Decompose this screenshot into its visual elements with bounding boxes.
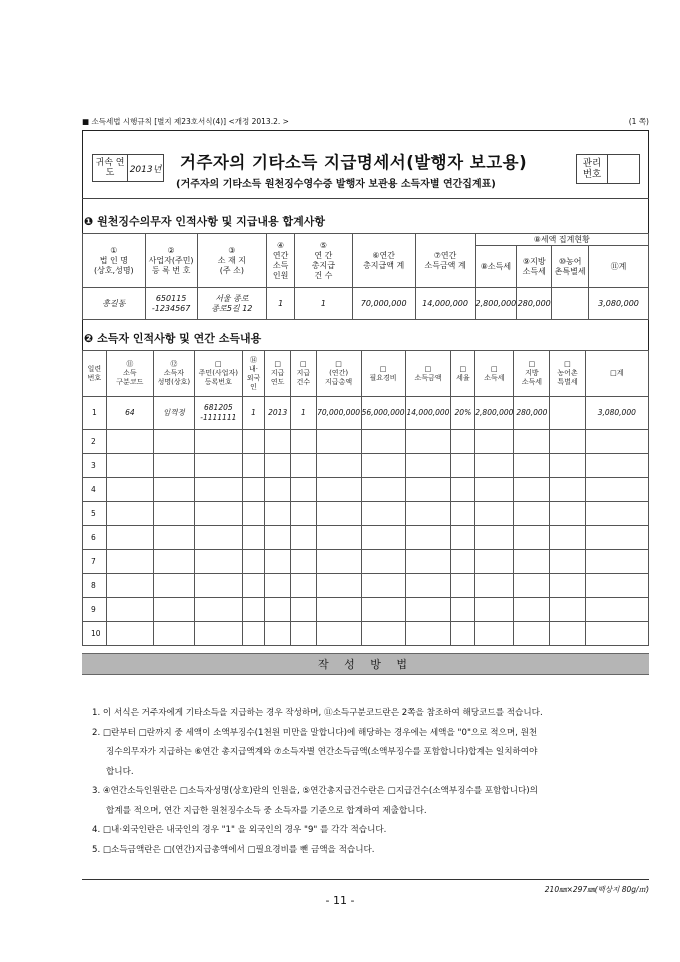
header-income-count: ④ 연간 소득 인원: [267, 234, 295, 288]
table-cell: [316, 622, 361, 646]
table-cell: [291, 526, 317, 550]
table-cell: [514, 598, 550, 622]
table-cell: 681205 -1111111: [194, 397, 242, 430]
table-cell: [316, 502, 361, 526]
paper-spec: 210㎜×297㎜(백상지 80g/㎡): [544, 885, 649, 894]
instruction-item: 3. ④연간소득인원란은 □소득자성명(상호)란의 인원을, ⑤연간총지급건수란은 □지급건수(소액부징수를 포함합니다)의: [92, 786, 538, 796]
section2-title: ❷ 소득자 인적사항 및 연간 소득내용: [84, 332, 262, 345]
table-cell: [550, 478, 585, 502]
table-cell: [316, 478, 361, 502]
table-cell: [194, 550, 242, 574]
summary-cell: 서울 종로 종로5길 12: [197, 288, 267, 320]
page-side: (1 쪽): [628, 117, 649, 126]
table-cell: [242, 598, 265, 622]
header-local-tax: ⑨지방 소득세: [517, 246, 552, 288]
table-cell: [585, 502, 648, 526]
table-cell: [550, 430, 585, 454]
column-header: □ 농어촌 특별세: [550, 351, 585, 397]
attribution-year-label: 귀속 연도: [93, 155, 128, 181]
table-cell: [153, 430, 194, 454]
table-cell: [585, 622, 648, 646]
table-cell: [153, 598, 194, 622]
table-cell: [405, 502, 451, 526]
instruction-item: 합니다.: [106, 766, 134, 777]
table-cell: [194, 622, 242, 646]
table-cell: [514, 430, 550, 454]
table-row: [83, 430, 649, 454]
header-tax-summary: ⑧세액 집계현황: [475, 234, 648, 246]
table-cell: [153, 526, 194, 550]
table-cell: [585, 430, 648, 454]
withholder-summary-table: [82, 233, 649, 320]
column-header: □ 소득세: [475, 351, 514, 397]
management-number-box: [576, 154, 640, 184]
header-tax-total: ⑪계: [589, 246, 649, 288]
table-cell: [405, 550, 451, 574]
table-cell: [194, 574, 242, 598]
table-cell: [316, 598, 361, 622]
header-rural-tax: ⑩농어 촌특별세: [552, 246, 589, 288]
table-cell: [106, 502, 153, 526]
column-header: □ (연간) 지급총액: [316, 351, 361, 397]
column-header: □ 소득금액: [405, 351, 451, 397]
table-cell: [194, 478, 242, 502]
instructions-list: [92, 704, 652, 860]
table-cell: [194, 526, 242, 550]
table-cell: [550, 454, 585, 478]
table-cell: [475, 430, 514, 454]
table-cell: [242, 430, 265, 454]
table-cell: [316, 430, 361, 454]
table-cell: [475, 598, 514, 622]
table-cell: [265, 454, 291, 478]
footer-divider: [82, 879, 649, 880]
table-cell: [361, 526, 405, 550]
table-cell: [585, 598, 648, 622]
table-cell: [361, 430, 405, 454]
column-header: □ 지급 건수: [291, 351, 317, 397]
row-number: 2: [83, 430, 107, 454]
instruction-item: 합계를 적으며, 연간 지급한 원천징수소득 중 소득자를 기준으로 합계하여 제출합니다.: [106, 805, 427, 816]
table-cell: [585, 478, 648, 502]
table-cell: [291, 430, 317, 454]
table-cell: [106, 478, 153, 502]
column-header: □계: [585, 351, 648, 397]
table-cell: [291, 622, 317, 646]
instruction-item: 2. □란부터 □란까지 중 세액이 소액부징수(1천원 미만을 말합니다)에 해당하는 경우에는 세액을 "0"으로 적으며, 원천: [92, 727, 538, 738]
header-corp-name: ① 법 인 명 (상호,성명): [83, 234, 146, 288]
table-cell: [475, 502, 514, 526]
header-payment-count: ⑤ 연 간 총지급 건 수: [295, 234, 353, 288]
table-cell: [153, 454, 194, 478]
summary-cell: 홍길동: [83, 288, 146, 320]
header-income-tax: ⑧소득세: [475, 246, 517, 288]
table-cell: [106, 598, 153, 622]
table-cell: 3,080,000: [585, 397, 648, 430]
table-cell: [153, 622, 194, 646]
table-cell: [361, 598, 405, 622]
table-cell: [291, 574, 317, 598]
table-cell: [585, 574, 648, 598]
row-number: 6: [83, 526, 107, 550]
table-cell: [265, 550, 291, 574]
table-cell: [265, 430, 291, 454]
table-cell: [405, 478, 451, 502]
table-cell: [361, 550, 405, 574]
table-cell: 1: [242, 397, 265, 430]
table-cell: [291, 550, 317, 574]
table-cell: [194, 502, 242, 526]
table-cell: 임꺽정: [153, 397, 194, 430]
table-row: [83, 397, 649, 430]
attribution-year-value: 2013년: [129, 164, 162, 175]
header-total-income: ⑦연간 소득금액 계: [415, 234, 475, 288]
table-cell: [265, 622, 291, 646]
form-subtitle: (거주자의 기타소득 원천징수영수증 발행자 보관용 소득자별 연간집계표): [176, 179, 496, 190]
table-cell: [475, 550, 514, 574]
table-cell: [291, 478, 317, 502]
form-reference-line: [82, 116, 649, 127]
table-cell: [265, 502, 291, 526]
table-cell: [106, 454, 153, 478]
column-header: □ 필요경비: [361, 351, 405, 397]
table-cell: [361, 454, 405, 478]
table-cell: [475, 574, 514, 598]
instructions-heading: 작 성 방 법: [82, 653, 649, 675]
table-cell: [451, 622, 475, 646]
section1-title: ❶ 원천징수의무자 인적사항 및 지급내용 합계사항: [84, 215, 325, 228]
row-number: 5: [83, 502, 107, 526]
table-cell: [153, 574, 194, 598]
summary-cell: 280,000: [517, 288, 552, 320]
table-cell: [585, 550, 648, 574]
table-cell: [291, 502, 317, 526]
table-cell: [451, 550, 475, 574]
title-divider: [82, 198, 649, 199]
table-cell: [451, 502, 475, 526]
instruction-item: 1. 이 서식은 거주자에게 기타소득을 지급하는 경우 작성하며, ⑪소득구분코드란은 2쪽을 참조하여 해당코드를 적습니다.: [92, 708, 543, 718]
table-cell: [291, 598, 317, 622]
table-row: [83, 598, 649, 622]
column-header: □ 주민(사업자) 등록번호: [194, 351, 242, 397]
table-cell: [514, 478, 550, 502]
table-cell: [451, 454, 475, 478]
table-row: [83, 454, 649, 478]
table-cell: [194, 430, 242, 454]
table-cell: [361, 502, 405, 526]
table-cell: 2013: [265, 397, 291, 430]
table-cell: [475, 478, 514, 502]
table-cell: [475, 454, 514, 478]
summary-cell: 2,800,000: [475, 288, 517, 320]
table-cell: [291, 454, 317, 478]
table-cell: [405, 526, 451, 550]
attribution-year-box: [92, 154, 164, 182]
table-cell: [153, 478, 194, 502]
table-cell: 56,000,000: [361, 397, 405, 430]
table-row: [83, 550, 649, 574]
table-cell: [106, 430, 153, 454]
table-cell: [106, 622, 153, 646]
table-cell: [242, 622, 265, 646]
table-row: [83, 478, 649, 502]
management-number-value: [608, 155, 639, 183]
table-cell: [405, 430, 451, 454]
table-cell: [514, 550, 550, 574]
table-cell: [361, 622, 405, 646]
table-cell: [405, 454, 451, 478]
table-cell: [153, 502, 194, 526]
table-cell: [405, 598, 451, 622]
table-cell: [265, 526, 291, 550]
table-row: [83, 502, 649, 526]
table-cell: [265, 478, 291, 502]
table-cell: [475, 526, 514, 550]
column-header: ⑫ 소득자 성명(상호): [153, 351, 194, 397]
instruction-item: 5. □소득금액란은 □(연간)지급총액에서 □필요경비를 뺀 금액을 적습니다.: [92, 844, 375, 855]
table-cell: [242, 454, 265, 478]
table-cell: [265, 574, 291, 598]
table-cell: [194, 598, 242, 622]
table-cell: 1: [291, 397, 317, 430]
table-cell: [361, 478, 405, 502]
table-cell: 280,000: [514, 397, 550, 430]
instruction-item: 4. □내·외국인란은 내국인의 경우 "1" 을 외국인의 경우 "9" 를 각각 적습니다.: [92, 825, 387, 835]
column-header: 일련 번호: [83, 351, 107, 397]
summary-cell: [552, 288, 589, 320]
table-cell: [514, 574, 550, 598]
table-cell: [514, 526, 550, 550]
table-row: [83, 622, 649, 646]
table-cell: [405, 574, 451, 598]
form-title: 거주자의 기타소득 지급명세서(발행자 보고용): [180, 153, 528, 172]
row-number: 7: [83, 550, 107, 574]
header-address: ③ 소 재 지 (주 소): [197, 234, 267, 288]
row-number: 3: [83, 454, 107, 478]
table-cell: [451, 478, 475, 502]
column-header: □ 지급 연도: [265, 351, 291, 397]
table-cell: [451, 526, 475, 550]
table-cell: [242, 574, 265, 598]
table-cell: [242, 550, 265, 574]
table-cell: [514, 502, 550, 526]
table-cell: [514, 454, 550, 478]
table-cell: [550, 574, 585, 598]
form-reference: ■ 소득세법 시행규칙 [별지 제23호서식(4)] <개정 2013.2. >: [82, 117, 289, 126]
table-cell: [316, 574, 361, 598]
column-header: ⑭ 내· 외국 인: [242, 351, 265, 397]
table-cell: [405, 622, 451, 646]
row-number: 10: [83, 622, 107, 646]
row-number: 4: [83, 478, 107, 502]
table-cell: [316, 550, 361, 574]
table-cell: [242, 478, 265, 502]
table-cell: [242, 502, 265, 526]
table-cell: [550, 622, 585, 646]
table-cell: 14,000,000: [405, 397, 451, 430]
summary-cell: 14,000,000: [415, 288, 475, 320]
table-cell: 20%: [451, 397, 475, 430]
recipient-income-table: [82, 350, 649, 646]
page-number: - 11 -: [325, 894, 355, 907]
table-cell: [514, 622, 550, 646]
table-cell: [106, 550, 153, 574]
table-cell: 64: [106, 397, 153, 430]
summary-cell: 70,000,000: [352, 288, 415, 320]
table-cell: [316, 526, 361, 550]
table-cell: [194, 454, 242, 478]
column-header: ⑪ 소득 구분코드: [106, 351, 153, 397]
table-cell: [585, 454, 648, 478]
table-cell: [475, 622, 514, 646]
table-cell: [361, 574, 405, 598]
summary-cell: 3,080,000: [589, 288, 649, 320]
table-cell: [451, 574, 475, 598]
header-reg-number: ② 사업자(주민) 등 록 번 호: [145, 234, 197, 288]
table-cell: [550, 397, 585, 430]
table-cell: [153, 550, 194, 574]
table-cell: [550, 526, 585, 550]
table-cell: [550, 502, 585, 526]
table-row: [83, 574, 649, 598]
table-cell: [451, 430, 475, 454]
summary-cell: 650115 -1234567: [145, 288, 197, 320]
table-cell: [316, 454, 361, 478]
row-number: 1: [83, 397, 107, 430]
table-cell: [106, 574, 153, 598]
table-cell: [242, 526, 265, 550]
table-cell: [550, 598, 585, 622]
table-cell: [451, 598, 475, 622]
table-cell: 70,000,000: [316, 397, 361, 430]
table-cell: 2,800,000: [475, 397, 514, 430]
summary-cell: 1: [295, 288, 353, 320]
row-number: 9: [83, 598, 107, 622]
table-cell: [550, 550, 585, 574]
column-header: □ 세율: [451, 351, 475, 397]
table-cell: [585, 526, 648, 550]
table-row: [83, 526, 649, 550]
row-number: 8: [83, 574, 107, 598]
instruction-item: 징수의무자가 지급하는 ⑥연간 총지급액계와 ⑦소득자별 연간소득금액(소액부징수를 포함합니다)합계는 일치하여야: [106, 747, 538, 757]
table-cell: [106, 526, 153, 550]
table-cell: [265, 598, 291, 622]
summary-cell: 1: [267, 288, 295, 320]
column-header: □ 지방 소득세: [514, 351, 550, 397]
header-total-paid: ⑥연간 총지급액 계: [352, 234, 415, 288]
management-number-label: 관리 번호: [577, 155, 608, 183]
